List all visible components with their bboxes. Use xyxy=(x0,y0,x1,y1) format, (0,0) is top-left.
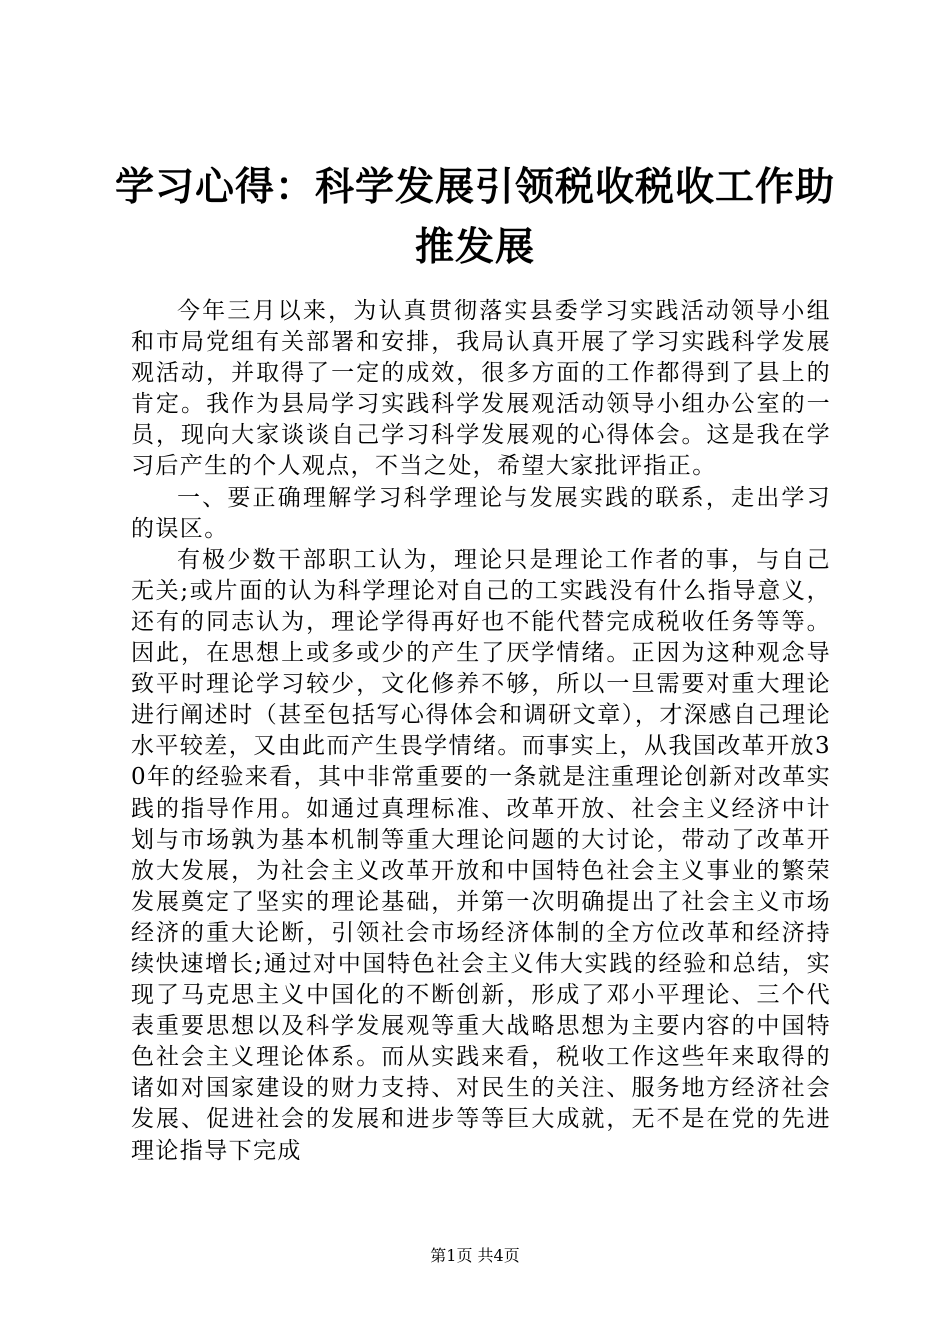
paragraph-body: 有极少数干部职工认为，理论只是理论工作者的事，与自己无关;或片面的认为科学理论对自己的工实践没有什么指导意义，还有的同志认为，理论学得再好也不能代替完成税收任务等等。因此，在思想上或多或少的产生了厌学情绪。正因为这种观念导致平时理论学习较少，文化修养不够，所以一旦需要对重大理论进行阐述时（甚至包括写心得体会和调研文章），才深感自己理论水平较差，又由此而产生畏学情绪。而事实上，从我国改革开放30年的经验来看，其中非常重要的一条就是注重理论创新对改革实践的指导作用。如通过真理标准、改革开放、社会主义经济中计划与市场孰为基本机制等重大理论问题的大讨论，带动了改革开放大发展，为社会主义改革开放和中国特色社会主义事业的繁荣发展奠定了坚实的理论基础，并第一次明确提出了社会主义市场经济的重大论断，引领社会市场经济体制的全方位改革和经济持续快速增长;通过对中国特色社会主义伟大实践的经验和总结，实现了马克思主义中国化的不断创新，形成了邓小平理论、三个代表重要思想以及科学发展观等重大战略思想为主要内容的中国特色社会主义理论体系。而从实践来看，税收工作这些年来取得的诸如对国家建设的财力支持、对民生的关注、服务地方经济社会发展、促进社会的发展和进步等等巨大成就，无不是在党的先进理论指导下完成 xyxy=(131,546,831,1164)
page-number-footer: 第1页 共4页 xyxy=(430,1246,520,1265)
paragraph-intro: 今年三月以来，为认真贯彻落实县委学习实践活动领导小组和市局党组有关部署和安排，我局认真开展了学习实践科学发展观活动，并取得了一定的成效，很多方面的工作都得到了县上的肯定。我作为县局学习实践科学发展观活动领导小组办公室的一员，现向大家谈谈自己学习科学发展观的心得体会。这是我在学习后产生的个人观点，不当之处，希望大家批评指正。 xyxy=(131,298,831,480)
document-body xyxy=(131,296,831,1167)
paragraph-section-heading: 一、要正确理解学习科学理论与发展实践的联系，走出学习的误区。 xyxy=(131,484,831,542)
document-title: 学习心得：科学发展引领税收税收工作助推发展 xyxy=(114,165,835,270)
